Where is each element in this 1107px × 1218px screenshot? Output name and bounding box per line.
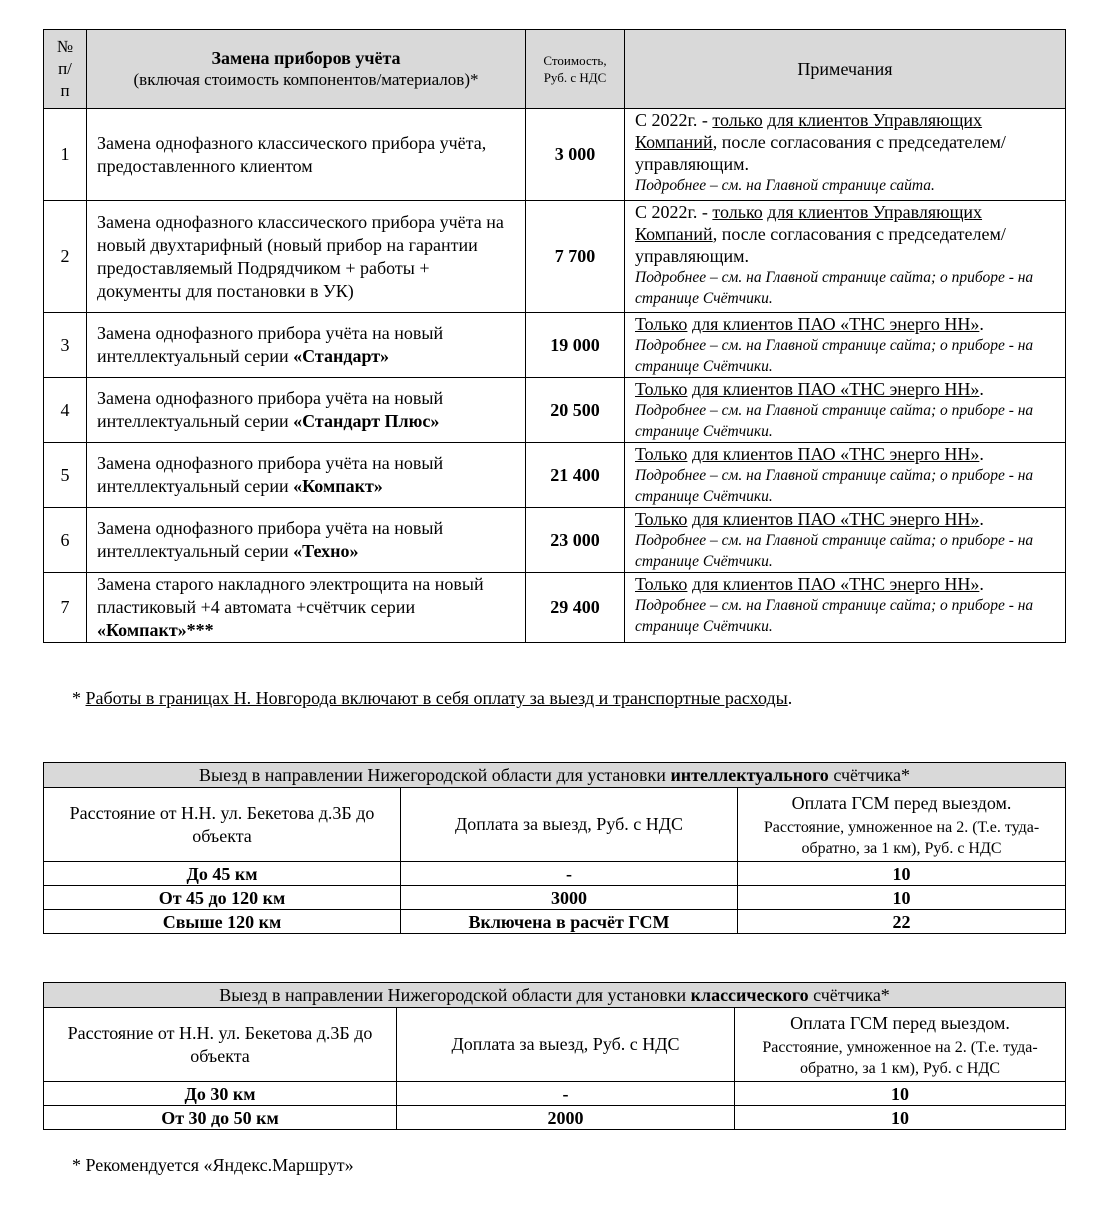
note-more-info: Подробнее – см. на Главной странице сайта; о приборе - на странице Счётчики. — [635, 402, 1034, 440]
note-only-underlined: только — [712, 110, 763, 130]
table-row — [44, 1082, 1066, 1106]
header-title-main: Замена приборов учёта — [211, 48, 401, 68]
note-only-underlined: Только — [635, 314, 688, 334]
main-table-body — [44, 109, 1066, 643]
col-header-gsm: Оплата ГСМ перед выездом. Расстояние, умноженное на 2. (Т.е. туда-обратно, за 1 км), Руб. с НДС — [735, 1008, 1066, 1082]
table-row — [44, 910, 1066, 934]
note-more-info: Подробнее – см. на Главной странице сайта; о приборе - на странице Счётчики. — [635, 532, 1034, 570]
row-description: Замена однофазного прибора учёта на новый интеллектуальный серии «Стандарт Плюс» — [87, 378, 526, 443]
footnote-transport: * Работы в границах Н. Новгорода включают в себя оплату за выезд и транспортные расходы. — [72, 688, 793, 708]
row-description: Замена однофазного прибора учёта на новый интеллектуальный серии «Компакт» — [87, 443, 526, 508]
note-clients-underlined: для клиентов ПАО «ТНС энерго НН» — [691, 444, 980, 464]
row-number: 1 — [44, 109, 87, 201]
row-description: Замена однофазного классического прибора учёта, предоставленного клиентом — [87, 109, 526, 201]
row-number: 2 — [44, 201, 87, 313]
note-only-underlined: Только — [635, 574, 688, 594]
col-header-gsm: Оплата ГСМ перед выездом. Расстояние, умноженное на 2. (Т.е. туда-обратно, за 1 км), Руб. с НДС — [738, 788, 1066, 862]
note-only-underlined: Только — [635, 444, 688, 464]
row-note: Только для клиентов ПАО «ТНС энерго НН». Подробнее – см. на Главной странице сайта; о приборе - на странице Счётчики. — [625, 443, 1066, 508]
note-clients-underlined: для клиентов Управляющих Компаний — [635, 202, 983, 244]
header-cost: Стоимость, Руб. с НДС — [526, 30, 625, 109]
table-row — [44, 313, 1066, 378]
note-more-info: Подробнее – см. на Главной странице сайта. — [635, 177, 935, 194]
cell-surcharge: 3000 — [401, 886, 738, 910]
col-header-distance: Расстояние от Н.Н. ул. Бекетова д.3Б до объекта — [44, 1008, 397, 1082]
trip-table-caption: Выезд в направлении Нижегородской области для установки интеллектуального счётчика* — [44, 763, 1066, 788]
row-price: 20 500 — [526, 378, 625, 443]
cell-distance: От 30 до 50 км — [44, 1106, 397, 1130]
cell-gsm: 22 — [738, 910, 1066, 934]
meter-replacement-table — [43, 29, 1066, 643]
cell-distance: До 45 км — [44, 862, 401, 886]
table-row — [44, 573, 1066, 643]
table-row — [44, 886, 1066, 910]
row-note: С 2022г. - только для клиентов Управляющих Компаний, после согласования с председателем/управляющим. Подробнее – см. на Главной странице сайта. — [625, 109, 1066, 201]
footnote-yandex: * Рекомендуется «Яндекс.Маршрут» — [72, 1155, 354, 1175]
note-only-underlined: Только — [635, 379, 688, 399]
row-number: 7 — [44, 573, 87, 643]
row-note: С 2022г. - только для клиентов Управляющих Компаний, после согласования с председателем/управляющим. Подробнее – см. на Главной странице сайта; о приборе - на странице Счётчики. — [625, 201, 1066, 313]
note-clients-underlined: для клиентов ПАО «ТНС энерго НН» — [691, 509, 980, 529]
table-row — [44, 443, 1066, 508]
note-only-underlined: только — [712, 202, 763, 222]
header-notes: Примечания — [625, 30, 1066, 109]
cell-gsm: 10 — [735, 1106, 1066, 1130]
header-number: № п/ п — [44, 30, 87, 109]
table-row — [44, 201, 1066, 313]
row-note: Только для клиентов ПАО «ТНС энерго НН». Подробнее – см. на Главной странице сайта; о приборе - на странице Счётчики. — [625, 378, 1066, 443]
row-number: 3 — [44, 313, 87, 378]
trip-table-caption: Выезд в направлении Нижегородской области для установки классического счётчика* — [44, 983, 1066, 1008]
row-price: 7 700 — [526, 201, 625, 313]
note-clients-underlined: для клиентов Управляющих Компаний — [635, 110, 983, 152]
row-note: Только для клиентов ПАО «ТНС энерго НН». Подробнее – см. на Главной странице сайта; о приборе - на странице Счётчики. — [625, 313, 1066, 378]
row-description: Замена однофазного классического прибора учёта на новый двухтарифный (новый прибор на гарантии предоставляемый Подрядчиком + работы + документы для постановки в УК) — [87, 201, 526, 313]
col-header-surcharge: Доплата за выезд, Руб. с НДС — [401, 788, 738, 862]
note-only-underlined: Только — [635, 509, 688, 529]
table-row — [44, 109, 1066, 201]
trip-table-smart-meter — [43, 762, 1066, 934]
note-more-info: Подробнее – см. на Главной странице сайта; о приборе - на странице Счётчики. — [635, 597, 1034, 635]
row-description: Замена однофазного прибора учёта на новый интеллектуальный серии «Техно» — [87, 508, 526, 573]
row-price: 21 400 — [526, 443, 625, 508]
note-more-info: Подробнее – см. на Главной странице сайта; о приборе - на странице Счётчики. — [635, 269, 1034, 307]
col-header-surcharge: Доплата за выезд, Руб. с НДС — [397, 1008, 735, 1082]
table-row — [44, 378, 1066, 443]
cell-gsm: 10 — [738, 886, 1066, 910]
header-title — [87, 30, 526, 109]
cell-distance: До 30 км — [44, 1082, 397, 1106]
cell-surcharge: - — [401, 862, 738, 886]
table-row — [44, 1106, 1066, 1130]
row-number: 4 — [44, 378, 87, 443]
row-price: 19 000 — [526, 313, 625, 378]
cell-surcharge: Включена в расчёт ГСМ — [401, 910, 738, 934]
header-title-subtitle: (включая стоимость компонентов/материалов)* — [133, 70, 479, 89]
note-clients-underlined: для клиентов ПАО «ТНС энерго НН» — [691, 314, 980, 334]
note-clients-underlined: для клиентов ПАО «ТНС энерго НН» — [691, 574, 980, 594]
row-number: 6 — [44, 508, 87, 573]
cell-surcharge: 2000 — [397, 1106, 735, 1130]
row-price: 23 000 — [526, 508, 625, 573]
row-number: 5 — [44, 443, 87, 508]
table-row — [44, 508, 1066, 573]
cell-distance: От 45 до 120 км — [44, 886, 401, 910]
cell-gsm: 10 — [738, 862, 1066, 886]
row-description: Замена старого накладного электрощита на новый пластиковый +4 автомата +счётчик серии «Компакт»*** — [87, 573, 526, 643]
row-price: 3 000 — [526, 109, 625, 201]
trip-table-classic-meter — [43, 982, 1066, 1130]
note-more-info: Подробнее – см. на Главной странице сайта; о приборе - на странице Счётчики. — [635, 467, 1034, 505]
table-header-row — [44, 30, 1066, 109]
table-row — [44, 862, 1066, 886]
note-clients-underlined: для клиентов ПАО «ТНС энерго НН» — [691, 379, 980, 399]
cell-surcharge: - — [397, 1082, 735, 1106]
row-description: Замена однофазного прибора учёта на новый интеллектуальный серии «Стандарт» — [87, 313, 526, 378]
row-note: Только для клиентов ПАО «ТНС энерго НН». Подробнее – см. на Главной странице сайта; о приборе - на странице Счётчики. — [625, 508, 1066, 573]
note-more-info: Подробнее – см. на Главной странице сайта; о приборе - на странице Счётчики. — [635, 337, 1034, 375]
cell-gsm: 10 — [735, 1082, 1066, 1106]
col-header-distance: Расстояние от Н.Н. ул. Бекетова д.3Б до объекта — [44, 788, 401, 862]
row-note: Только для клиентов ПАО «ТНС энерго НН». Подробнее – см. на Главной странице сайта; о приборе - на странице Счётчики. — [625, 573, 1066, 643]
cell-distance: Свыше 120 км — [44, 910, 401, 934]
row-price: 29 400 — [526, 573, 625, 643]
